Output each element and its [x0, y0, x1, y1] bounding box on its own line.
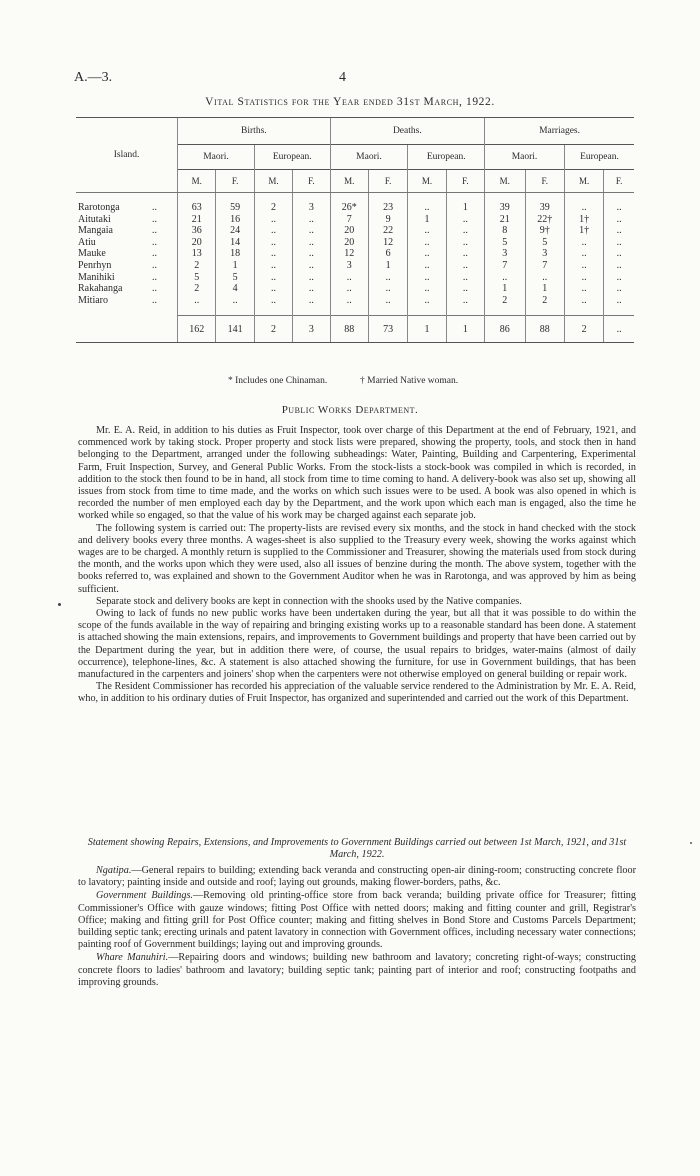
- table-cell: ..: [604, 225, 634, 237]
- table-cell: ..: [254, 248, 292, 260]
- marriages-european-header: European.: [564, 145, 634, 170]
- table-cell: 21: [178, 214, 216, 226]
- table-cell: ..: [254, 260, 292, 272]
- totals-row: [76, 316, 634, 343]
- margin-mark: [690, 842, 692, 844]
- table-cell: 39: [525, 202, 564, 214]
- total-cell: 88: [525, 316, 564, 343]
- table-cell: 1†: [564, 214, 603, 226]
- body-text: [78, 425, 636, 706]
- table-cell: 59: [216, 202, 254, 214]
- table-cell: 5: [485, 237, 525, 249]
- table-cell: ..: [216, 295, 254, 307]
- table-title: Vital Statistics for the Year ended 31st March, 1922.: [205, 96, 495, 108]
- col-f: F.: [604, 170, 634, 193]
- table-cell: ..: [408, 202, 446, 214]
- island-name: Mauke ..: [78, 248, 157, 260]
- paragraph: The Resident Commissioner has recorded his appreciation of the valuable service rendered to the Administration by Mr. E. A. Reid, who, in addition to his ordinary duties of Fruit Inspector, has organized and superintended and carried out the work of this Department.: [78, 681, 636, 705]
- table-cell: ..: [564, 202, 603, 214]
- table-cell: ..: [254, 272, 292, 284]
- table-cell: ..: [293, 237, 330, 249]
- footnote-chinaman: * Includes one Chinaman.: [228, 376, 328, 386]
- col-f: F.: [525, 170, 564, 193]
- table-cell: ..: [604, 260, 634, 272]
- table-cell: 9: [368, 214, 407, 226]
- item-label: Whare Manuhiri.: [96, 952, 169, 964]
- table-cell: 14: [216, 237, 254, 249]
- table-cell: 5: [525, 237, 564, 249]
- table-cell: 13: [178, 248, 216, 260]
- col-m: M.: [564, 170, 603, 193]
- table-cell: 2: [178, 283, 216, 295]
- table-cell: ..: [254, 295, 292, 307]
- island-name: Mitiaro ..: [78, 294, 157, 306]
- table-cell: ..: [604, 248, 634, 260]
- table-cell: ..: [293, 260, 330, 272]
- table-cell: ..: [293, 248, 330, 260]
- leader-dots: ..: [152, 225, 157, 237]
- statement-item: [78, 890, 636, 951]
- island-name: Mangaia ..: [78, 225, 157, 237]
- page-number: 4: [339, 70, 346, 85]
- table-cell: 1: [216, 260, 254, 272]
- island-name: Aitutaki ..: [78, 213, 157, 225]
- table-cell: ..: [293, 283, 330, 295]
- island-name: Manihiki ..: [78, 271, 157, 283]
- table-cell: ..: [446, 237, 484, 249]
- table-cell: ..: [446, 248, 484, 260]
- col-f: F.: [446, 170, 484, 193]
- table-cell: 20: [178, 237, 216, 249]
- table-cell: 12: [368, 237, 407, 249]
- table-cell: 12: [330, 248, 368, 260]
- table-cell: 7: [525, 260, 564, 272]
- document-reference: A.—3.: [74, 70, 113, 85]
- leader-dots: ..: [152, 248, 157, 260]
- table-cell: 36: [178, 225, 216, 237]
- leader-dots: ..: [152, 236, 157, 248]
- leader-dots: ..: [152, 202, 157, 213]
- table-cell: ..: [408, 225, 446, 237]
- table-row: [76, 295, 634, 307]
- table-cell: ..: [408, 272, 446, 284]
- table-cell: ..: [446, 225, 484, 237]
- col-m: M.: [330, 170, 368, 193]
- leader-dots: ..: [152, 283, 157, 295]
- col-f: F.: [368, 170, 407, 193]
- table-cell: 7: [330, 214, 368, 226]
- table-cell: ..: [293, 225, 330, 237]
- item-text: —Removing old printing-office store from back veranda; building private office for Treasurer; fitting Commissioner's Office with gauze windows; fitting Post Office with netted doors; making and fitting counter and grill, Registrar's Office; making and fitting grill for Post Office counter; making and fitting shelves in Bond Store and Customs Parcels Department; building septic tank; erecting urinals and patent lavatory in connection with Government offices, including necessary water connections; painting roof of Government buildings; laying out and improving grounds.: [78, 890, 636, 951]
- item-label: Government Buildings.: [96, 890, 193, 902]
- table-cell: 1: [408, 214, 446, 226]
- births-maori-header: Maori.: [178, 145, 255, 170]
- table-cell: 3: [525, 248, 564, 260]
- table-cell: ..: [564, 295, 603, 307]
- table-cell: 4: [216, 283, 254, 295]
- table-cell: ..: [485, 272, 525, 284]
- island-name: Atiu ..: [78, 236, 157, 248]
- table-cell: ..: [330, 295, 368, 307]
- table-cell: ..: [293, 272, 330, 284]
- col-m: M.: [485, 170, 525, 193]
- table-row: [76, 283, 634, 295]
- table-cell: ..: [564, 237, 603, 249]
- table-cell: ..: [254, 214, 292, 226]
- col-f: F.: [293, 170, 330, 193]
- table-cell: 5: [178, 272, 216, 284]
- table-cell: ..: [408, 260, 446, 272]
- island-name: Rarotonga ..: [78, 202, 157, 213]
- marriages-maori-header: Maori.: [485, 145, 565, 170]
- table-cell: 3: [293, 202, 330, 214]
- table-cell: ..: [564, 272, 603, 284]
- table-row: [76, 214, 634, 226]
- leader-dots: ..: [152, 271, 157, 283]
- deaths-european-header: European.: [408, 145, 485, 170]
- table-cell: ..: [604, 237, 634, 249]
- table-cell: 22†: [525, 214, 564, 226]
- vital-statistics-table: [76, 117, 634, 343]
- table-cell: ..: [293, 214, 330, 226]
- table-row: [76, 248, 634, 260]
- table-cell: ..: [564, 283, 603, 295]
- col-m: M.: [254, 170, 292, 193]
- statement-title: Statement showing Repairs, Extensions, and Improvements to Government Buildings carried out between 1st March, 1921, and 31st March, 1922.: [87, 837, 627, 861]
- table-cell: ..: [446, 283, 484, 295]
- total-cell: ..: [604, 316, 634, 343]
- col-f: F.: [216, 170, 254, 193]
- table-cell: ..: [293, 295, 330, 307]
- table-cell: ..: [446, 272, 484, 284]
- table-cell: ..: [178, 295, 216, 307]
- statement-item: [78, 865, 636, 889]
- table-cell: ..: [446, 260, 484, 272]
- island-name: Rakahanga ..: [78, 283, 157, 295]
- births-european-header: European.: [254, 145, 330, 170]
- leader-dots: ..: [152, 259, 157, 271]
- table-cell: 1†: [564, 225, 603, 237]
- total-cell: 86: [485, 316, 525, 343]
- table-row: [76, 237, 634, 249]
- marriages-header: Marriages.: [485, 118, 634, 145]
- item-text: —General repairs to building; extending back veranda and constructing open-air dining-room; constructing concrete floor to lavatory; painting inside and outside and roof; laying out grounds, making flower-borders, paths, &c.: [78, 865, 636, 889]
- table-cell: ..: [368, 272, 407, 284]
- total-cell: 141: [216, 316, 254, 343]
- leader-dots: ..: [152, 213, 157, 225]
- table-cell: 23: [368, 202, 407, 214]
- table-cell: 2: [485, 295, 525, 307]
- table-cell: 8: [485, 225, 525, 237]
- section-title: Public Works Department.: [281, 404, 419, 416]
- table-cell: 39: [485, 202, 525, 214]
- total-cell: 88: [330, 316, 368, 343]
- table-cell: 24: [216, 225, 254, 237]
- table-cell: ..: [330, 272, 368, 284]
- table-cell: 3: [485, 248, 525, 260]
- table-cell: 5: [216, 272, 254, 284]
- statement-items: [78, 865, 636, 990]
- table-cell: ..: [525, 272, 564, 284]
- table-row: [76, 202, 634, 214]
- total-cell: 3: [293, 316, 330, 343]
- col-m: M.: [408, 170, 446, 193]
- table-cell: 20: [330, 237, 368, 249]
- deaths-header: Deaths.: [330, 118, 485, 145]
- total-cell: 162: [178, 316, 216, 343]
- island-name: Penrhyn ..: [78, 259, 157, 271]
- table-cell: ..: [368, 283, 407, 295]
- island-column-header: Island.: [76, 118, 178, 193]
- table-cell: ..: [254, 225, 292, 237]
- total-cell: 73: [368, 316, 407, 343]
- table-cell: 6: [368, 248, 407, 260]
- table-cell: ..: [254, 283, 292, 295]
- table-cell: ..: [564, 260, 603, 272]
- table-cell: 2: [525, 295, 564, 307]
- table-cell: ..: [408, 248, 446, 260]
- deaths-maori-header: Maori.: [330, 145, 408, 170]
- paragraph: Separate stock and delivery books are kept in connection with the shooks used by the Native companies.: [96, 595, 522, 607]
- margin-mark: [58, 603, 61, 606]
- total-cell: 1: [446, 316, 484, 343]
- item-text: —Repairing doors and windows; building new bathroom and lavatory; concreting right-of-ways; constructing concrete floors to ladies' bathroom and lavatory; building septic tank; painting part of interior and roof; constructing footpaths and improving grounds.: [78, 952, 636, 988]
- table-cell: ..: [254, 237, 292, 249]
- total-cell: 1: [408, 316, 446, 343]
- table-cell: ..: [564, 248, 603, 260]
- table-cell: 2: [254, 202, 292, 214]
- table-cell: ..: [446, 295, 484, 307]
- col-m: M.: [178, 170, 216, 193]
- table-cell: 22: [368, 225, 407, 237]
- table-cell: ..: [604, 272, 634, 284]
- paragraph: Owing to lack of funds no new public works have been undertaken during the year, but all that it was possible to do within the scope of the funds available in the way of repairing and bringing existing works up to a reasonable standard has been done. A statement is attached showing the main extensions, repairs, and improvements to Government buildings and property that have been carried out by the Department during the year, but in addition there were, of course, the usual repairs to bridges, water-mains (almost of daily occurrence), telephone-lines, &c. A statement is also attached showing the furniture, for use in Government buildings, that has been manufactured in the carpenters and joiners' shop when the carpenters were not otherwise employed on general building or repair work.: [78, 608, 636, 681]
- table-row: [76, 225, 634, 237]
- footnote-married-native: † Married Native woman.: [360, 376, 459, 386]
- table-cell: ..: [446, 214, 484, 226]
- table-cell: ..: [408, 295, 446, 307]
- table-cell: ..: [368, 295, 407, 307]
- table-cell: 63: [178, 202, 216, 214]
- table-cell: ..: [330, 283, 368, 295]
- table-cell: 26*: [330, 202, 368, 214]
- total-cell: 2: [564, 316, 603, 343]
- table-cell: 1: [368, 260, 407, 272]
- statement-item: [78, 952, 636, 989]
- table-cell: ..: [408, 283, 446, 295]
- table-cell: ..: [408, 237, 446, 249]
- table-cell: 20: [330, 225, 368, 237]
- table-row: [76, 272, 634, 284]
- table-cell: 2: [178, 260, 216, 272]
- paragraph: The following system is carried out: The property-lists are revised every six months, and the stock in hand checked with the stock and delivery books every three months. A wages-sheet is also supplied to the Treasury every week, showing the works against which wages are to be charged. A monthly return is supplied to the Commissioner and Treasurer, showing the materials used from stock during the month, and the works upon which they were used, also all issues of benzine during the month. The above system, together with the books referred to, was explained and shown to the Government Auditor when he was in Rarotonga, and was approved by him as being sufficient.: [78, 522, 636, 595]
- item-label: Ngatipa.: [96, 865, 132, 876]
- table-cell: 1: [485, 283, 525, 295]
- table-cell: ..: [604, 202, 634, 214]
- table-cell: 7: [485, 260, 525, 272]
- table-cell: 1: [446, 202, 484, 214]
- table-cell: 1: [525, 283, 564, 295]
- table-cell: 16: [216, 214, 254, 226]
- table-cell: 21: [485, 214, 525, 226]
- table-cell: ..: [604, 283, 634, 295]
- table-cell: 9†: [525, 225, 564, 237]
- births-header: Births.: [178, 118, 330, 145]
- total-cell: 2: [254, 316, 292, 343]
- table-cell: 18: [216, 248, 254, 260]
- table-cell: ..: [604, 295, 634, 307]
- table-cell: ..: [604, 214, 634, 226]
- table-cell: 3: [330, 260, 368, 272]
- leader-dots: ..: [152, 294, 157, 306]
- paragraph: Mr. E. A. Reid, in addition to his duties as Fruit Inspector, took over charge of this Department at the end of February, 1921, and commenced work by taking stock. Proper property and stock lists were prepared, showing the property, tools, and stock then in hand belonging to the Department, arranged under the following subheadings: Water, Painting, Building and Carpentering, Experimental Farm, Fruit Inspection, Survey, and General Public Works. From the stock-lists a stock-book was compiled in which is recorded, in addition to the stock then found to be in hand, all stock from time to time coming to hand. A delivery-book was also set up, showing all issues from stock from time to time made, and the works on which such issues were to be used. A book was also opened in which is recorded the number of men employed each day by the Department, and the work upon which each man is engaged, also the time he worked while so engaged, so that the value of his work may be charged against each separate job.: [78, 425, 636, 522]
- table-row: [76, 260, 634, 272]
